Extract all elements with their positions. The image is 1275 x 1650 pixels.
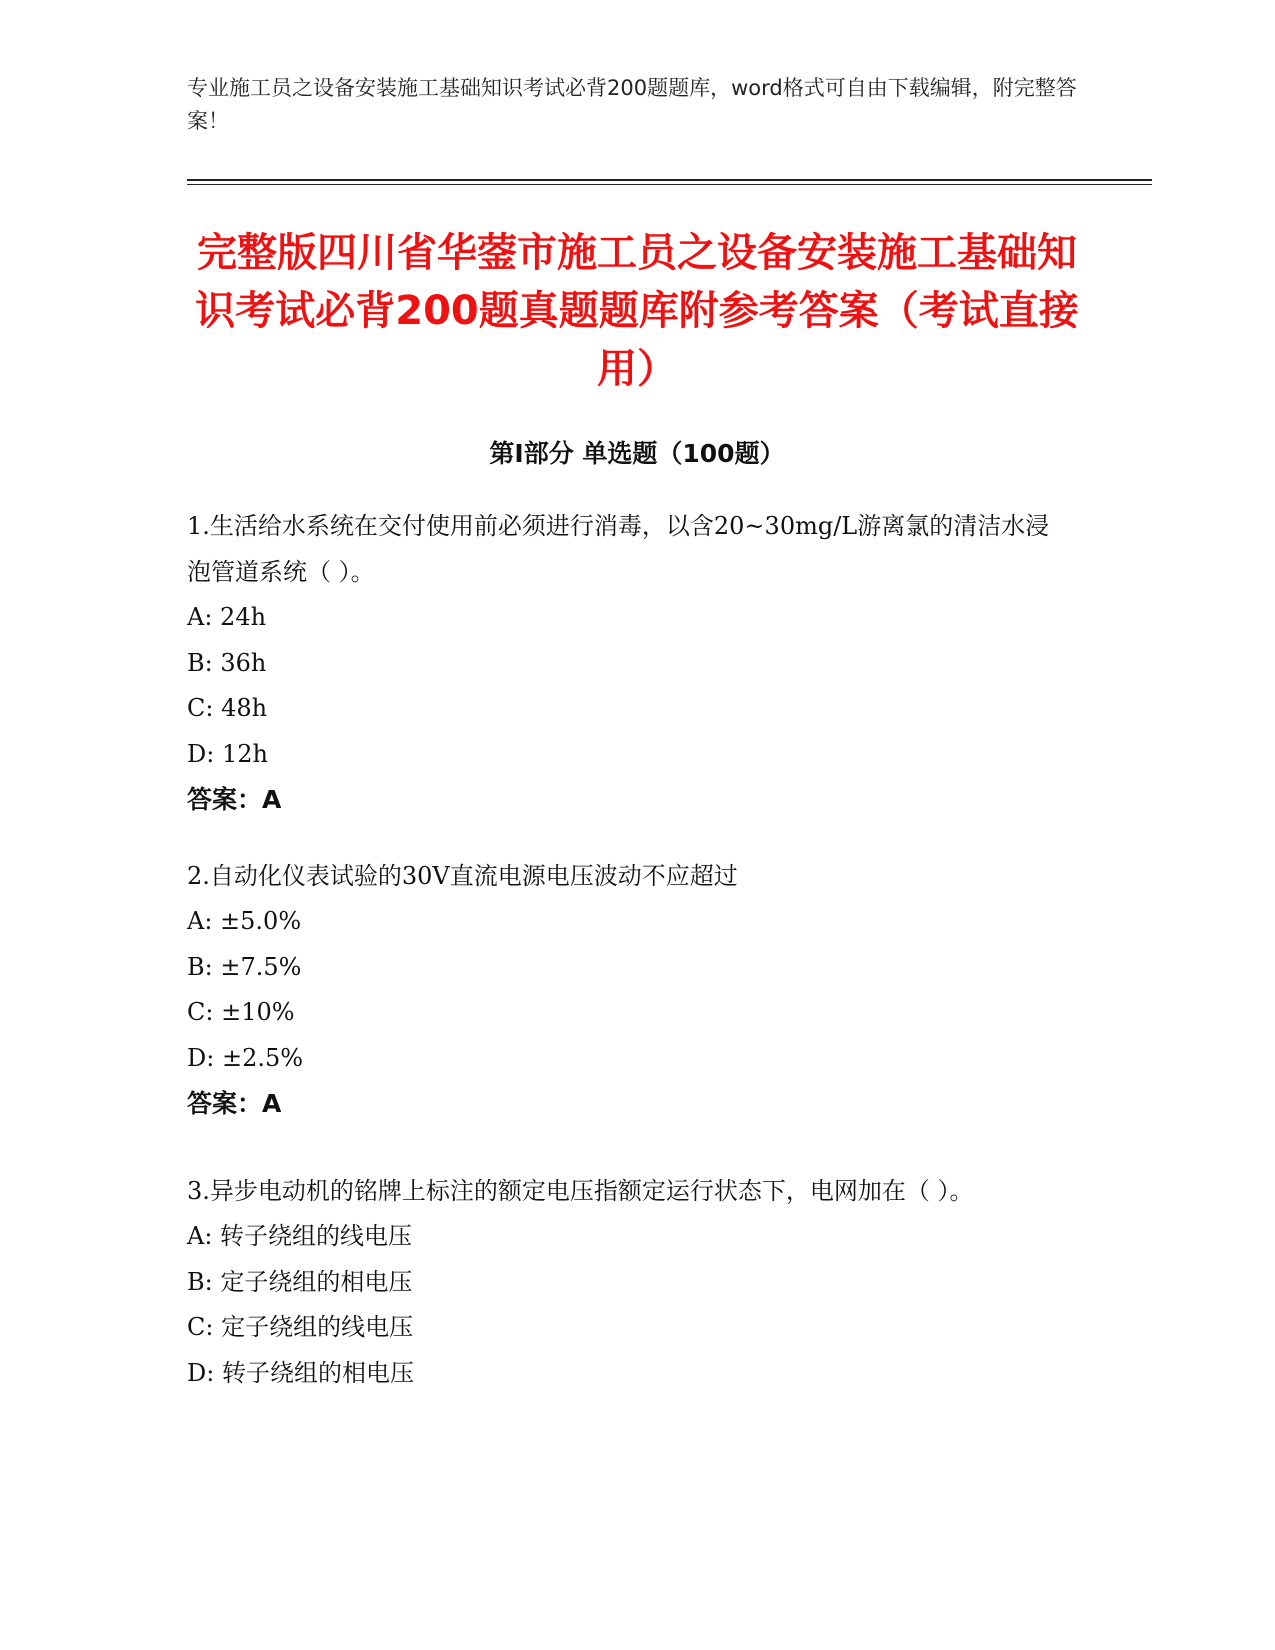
header-rule-thick (187, 179, 1152, 181)
header-note: 专业施工员之设备安装施工基础知识考试必背200题题库，word格式可自由下载编辑，附完整答案！ (187, 76, 1077, 133)
option-c: C: ±10% (187, 998, 295, 1026)
question-stem: 2.自动化仪表试验的30V直流电源电压波动不应超过 (187, 862, 738, 890)
header-rule-thin (187, 184, 1152, 185)
option-b: B: ±7.5% (187, 952, 302, 981)
answer-line (187, 1081, 1067, 1127)
option-a: A: 转子绕组的线电压 (187, 1222, 413, 1250)
question-stem: 1.生活给水系统在交付使用前必须进行消毒，以含20~30mg/L游离氯的清洁水浸泡管道系统（ ）。 (187, 512, 1050, 586)
answer-value: A (262, 785, 282, 814)
question-3 (187, 1168, 1067, 1396)
option-b: B: 定子绕组的相电压 (187, 1267, 413, 1296)
answer-value: A (262, 1089, 282, 1118)
question-stem: 3.异步电动机的铭牌上标注的额定电压指额定运行状态下，电网加在（ ）。 (187, 1177, 974, 1205)
answer-label: 答案： (187, 785, 263, 814)
answer-label: 答案： (187, 1089, 263, 1118)
document-title: 完整版四川省华蓥市施工员之设备安装施工基础知识考试必背200题真题题库附参考答案（考试直接用） (195, 230, 1079, 392)
answer-line (187, 777, 1067, 823)
option-b: B: 36h (187, 648, 267, 677)
option-a: A: 24h (187, 603, 267, 631)
option-c: C: 定子绕组的线电压 (187, 1313, 414, 1341)
section-heading: 第I部分 单选题（100题） (489, 439, 785, 468)
option-a: A: ±5.0% (187, 907, 302, 935)
option-d: D: 12h (187, 739, 268, 768)
option-d: D: 转子绕组的相电压 (187, 1358, 414, 1387)
option-d: D: ±2.5% (187, 1043, 304, 1072)
option-c: C: 48h (187, 694, 268, 722)
question-1 (187, 503, 1067, 823)
question-2 (187, 853, 1067, 1127)
